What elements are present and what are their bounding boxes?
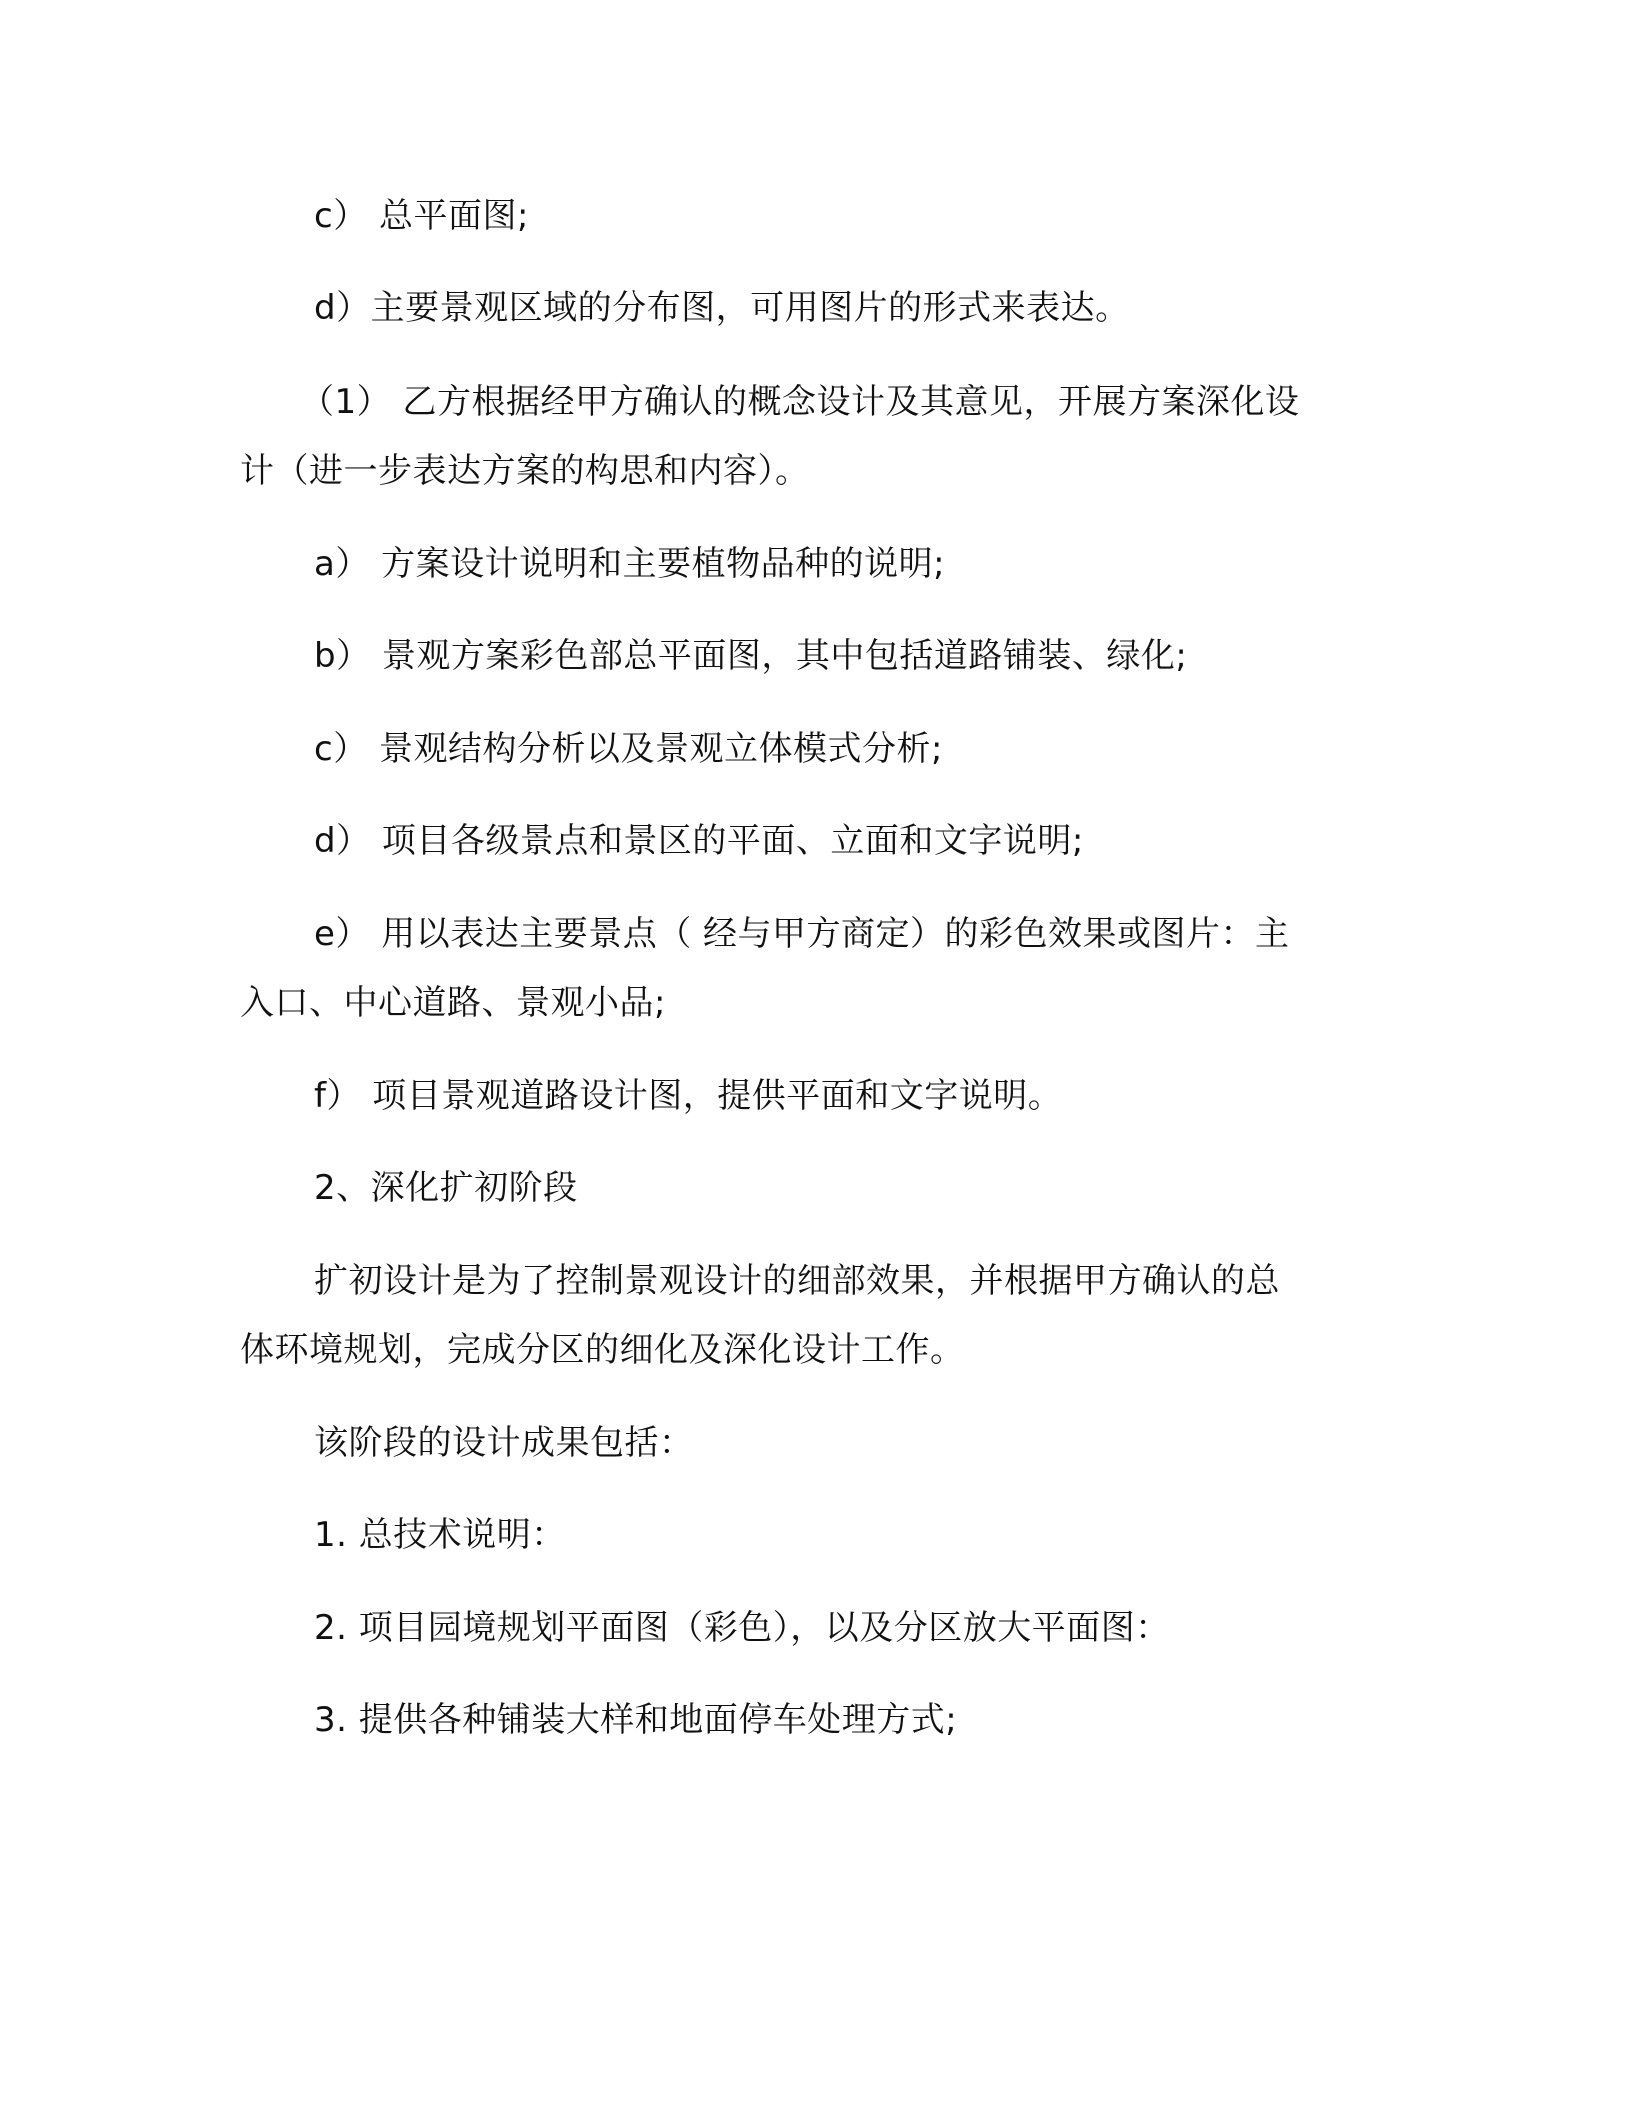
- list-item-c: [314, 196, 529, 236]
- list-item-e-line-1: e） 用以表达主要景点（ 经与甲方商定）的彩色效果或图片：主: [314, 914, 1290, 954]
- result-item-1: 1. 总技术说明：: [314, 1515, 566, 1555]
- results-intro: 该阶段的设计成果包括：: [314, 1423, 694, 1463]
- list-label: d）: [314, 821, 371, 861]
- list-label: c）: [314, 196, 368, 236]
- paragraph-2-line-2: 体环境规划，完成分区的细化及深化设计工作。: [240, 1330, 965, 1370]
- list-label: d）: [314, 288, 371, 328]
- list-label: a）: [314, 544, 370, 584]
- list-label: c）: [314, 729, 368, 769]
- paragraph-1-line-1: （1） 乙方根据经甲方确认的概念设计及其意见，开展方案深化设: [300, 382, 1300, 422]
- list-text: 主要景观区域的分布图，可用图片的形式来表达。: [370, 288, 1130, 328]
- list-item-c2: [314, 729, 943, 769]
- list-label: b）: [314, 636, 371, 676]
- list-item-e-line-2: 入口、中心道路、景观小品;: [240, 983, 666, 1023]
- result-item-2: 2. 项目园境规划平面图（彩色），以及分区放大平面图：: [314, 1608, 1170, 1648]
- paragraph-1-line-2: 计（进一步表达方案的构思和内容）。: [240, 451, 810, 491]
- list-text: 景观方案彩色部总平面图，其中包括道路铺装、绿化;: [381, 636, 1188, 676]
- paragraph-2-line-1: 扩初设计是为了控制景观设计的细部效果，并根据甲方确认的总: [314, 1261, 1280, 1301]
- list-text: 景观结构分析以及景观立体模式分析;: [379, 729, 943, 769]
- section-heading: 2、深化扩初阶段: [314, 1168, 578, 1208]
- result-item-3: 3. 提供各种铺装大样和地面停车处理方式;: [314, 1700, 958, 1740]
- list-text: 方案设计说明和主要植物品种的说明;: [381, 544, 946, 584]
- list-text: 项目各级景点和景区的平面、立面和文字说明;: [381, 821, 1084, 861]
- list-item-f: f） 项目景观道路设计图，提供平面和文字说明。: [314, 1076, 1063, 1116]
- list-item-d: [314, 288, 1130, 328]
- list-item-d2: [314, 821, 1084, 861]
- list-text: 总平面图;: [379, 196, 529, 236]
- list-item-b: [314, 636, 1187, 676]
- list-item-a: [314, 544, 945, 584]
